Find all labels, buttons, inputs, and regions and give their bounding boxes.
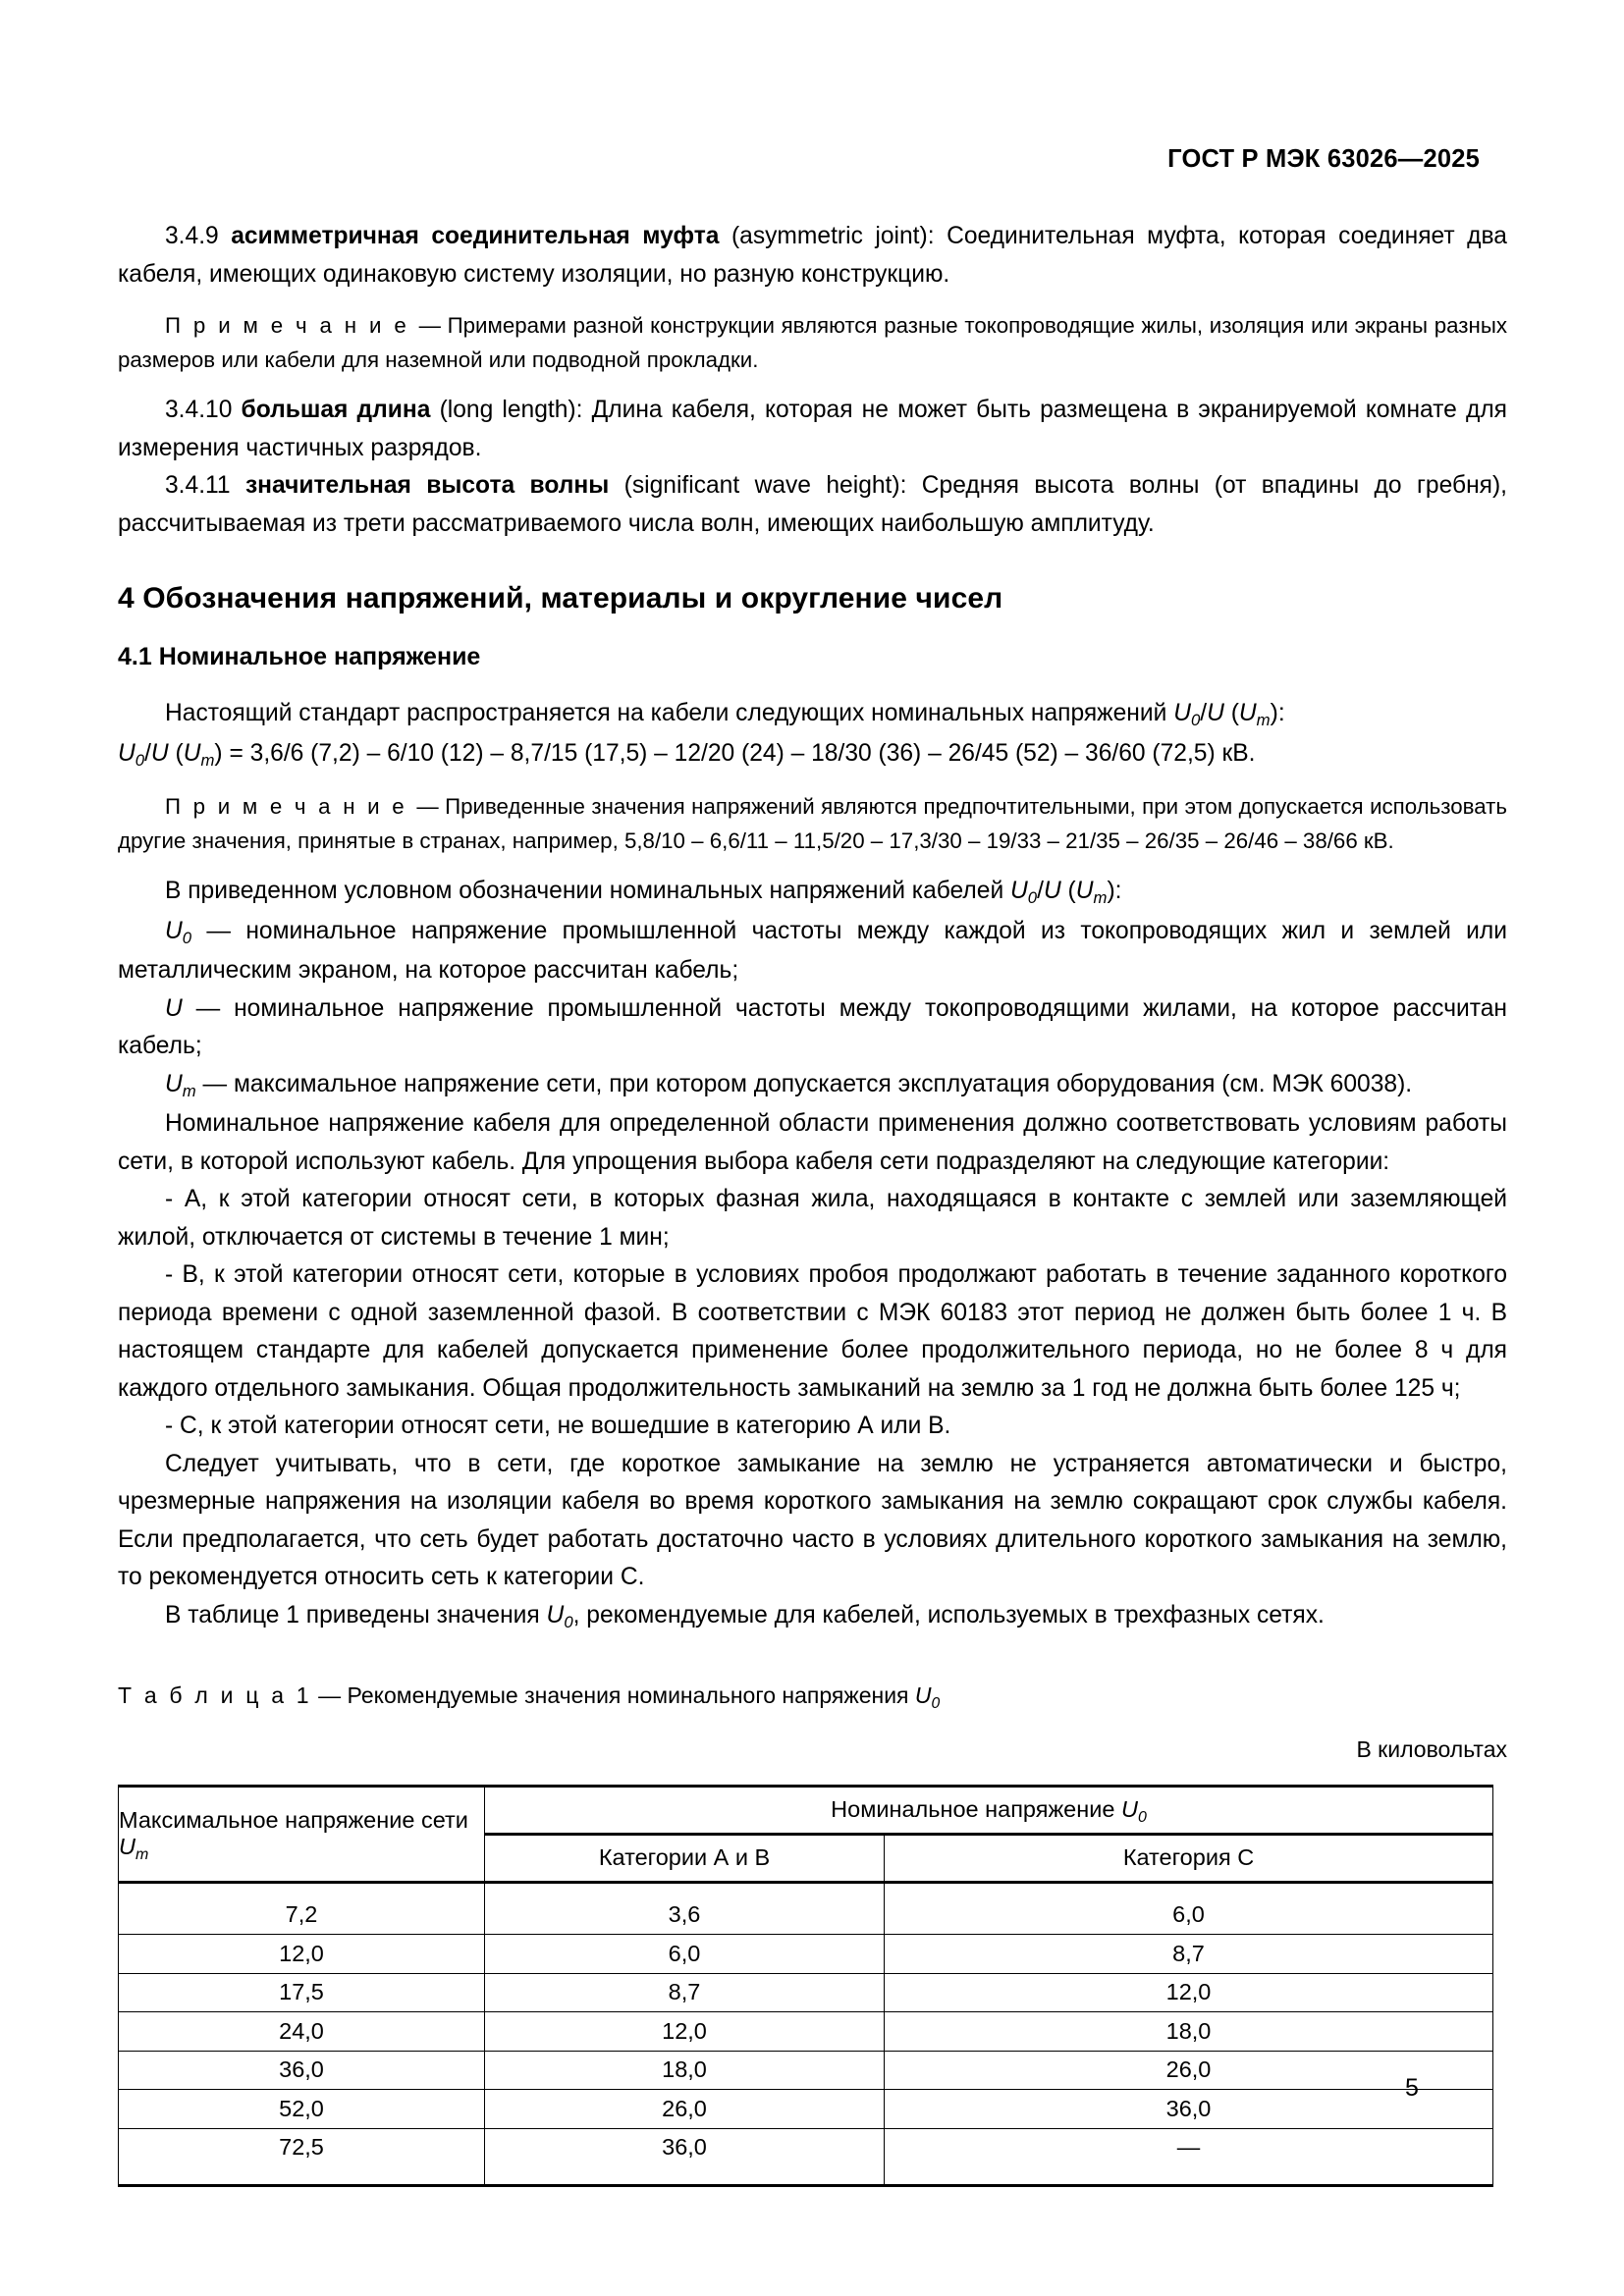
note-1-text: — Примерами разной конструкции являются разные токопроводящие жилы, изоляция или экраны разных размеров или кабели для наземной или подводной прокладки. xyxy=(118,313,1507,372)
cell-um: 52,0 xyxy=(119,2090,485,2129)
table-header-um: Максимальное напряжение сети $U_m$ xyxy=(119,1786,485,1882)
rated-voltage-formula: $U_0/U$ $(U_m) = 3,6/6$ (7,2) – 6/10 (12) – 8,7/15 (17,5) – 12/20 (24) – 18/30 (36) – 26/45 (52) – 36/60 (72,5) кВ. xyxy=(118,739,1256,770)
table-row xyxy=(119,2051,1493,2090)
table-row xyxy=(119,2012,1493,2052)
section-4-title: 4 Обозначения напряжений, материалы и округление чисел xyxy=(118,582,1003,614)
note-1 xyxy=(118,308,1507,377)
definition-um-text: — максимальное напряжение сети, при котором допускается эксплуатация оборудования (см. МЭК 60038). xyxy=(195,1070,1413,1097)
definition-u xyxy=(118,990,1507,1066)
cell-ab: 18,0 xyxy=(485,2051,885,2090)
table-1-caption-text: — Рекомендуемые значения номинального напряжения xyxy=(311,1682,915,1708)
cell-um: 17,5 xyxy=(119,1973,485,2012)
table-header-category-c: Категория С xyxy=(885,1834,1493,1882)
note-2-text: — Приведенные значения напряжений являются предпочтительными, при этом допускается использовать другие значения, принятые в странах, например, 5,8/10 – 6,6/11 – 11,5/20 – 17,3/30 – 19/33 – 21/35 – 26/35 – 26/46 – 38/66 кВ. xyxy=(118,794,1507,853)
table-row xyxy=(119,2090,1493,2129)
cell-um: 12,0 xyxy=(119,1935,485,1974)
cell-c: 26,0 xyxy=(885,2051,1493,2090)
formula-symbol-u: U xyxy=(150,739,169,767)
definition-3-4-11-number: 3.4.11 xyxy=(165,472,245,499)
cell-c: 12,0 xyxy=(885,1973,1493,2012)
definition-3-4-9-number: 3.4.9 xyxy=(165,223,232,249)
definition-3-4-11 xyxy=(118,467,1507,543)
def-symbol-u0: $U_0$ xyxy=(165,917,192,947)
formula-values: = 3,6/6 (7,2) – 6/10 (12) – 8,7/15 (17,5) – 12/20 (24) – 18/30 (36) – 26/45 (52) – 36/60 (72,5) кВ. xyxy=(222,739,1256,767)
table-1-caption-label: Т а б л и ц а 1 xyxy=(118,1682,312,1708)
header-symbol-um: $U_m$ xyxy=(119,1834,149,1864)
symbol-legend-intro: В приведенном условном обозначении номинальных напряжений кабелей $U_0/U$ $(U_m)$: xyxy=(165,878,1122,908)
table-1 xyxy=(118,1785,1493,2188)
table-header-row-1 xyxy=(119,1786,1493,1834)
table-1-head xyxy=(119,1786,1493,1882)
definition-3-4-11-body: : Средняя высота волны (от впадины до гребня), рассчитываемая из трети рассматриваемого числа волн, имеющих наибольшую амплитуду. xyxy=(118,472,1508,537)
table-reference-paragraph: В таблице 1 приведены значения $U_0$, рекомендуемые для кабелей, используемых в трехфазных сетях. xyxy=(165,1601,1325,1631)
cell-c: 36,0 xyxy=(885,2090,1493,2129)
subsection-4-1-title: 4.1 Номинальное напряжение xyxy=(118,643,481,670)
cell-ab: 8,7 xyxy=(485,1973,885,2012)
definition-3-4-11-term: значительная высота волны xyxy=(244,472,610,499)
definition-3-4-9-english: (asymmetric joint) xyxy=(719,223,928,249)
note-1-label: П р и м е ч а н и е xyxy=(165,313,419,338)
cell-um: 36,0 xyxy=(119,2051,485,2090)
definition-u0-text: — номинальное напряжение промышленной частоты между каждой из токопроводящих жил и землей или металлическим экраном, на которое рассчитан кабель; xyxy=(118,917,1507,984)
page-content xyxy=(118,218,1507,2187)
cell-ab: 36,0 xyxy=(485,2128,885,2186)
definition-3-4-10-term: большая длина xyxy=(241,397,431,423)
running-header: ГОСТ Р МЭК 63026—2025 xyxy=(1167,145,1480,173)
table-1-units: В киловольтах xyxy=(1356,1736,1507,1762)
legend-symbol-um: $U_m$ xyxy=(1075,878,1108,908)
definition-3-4-11-english: (significant wave height) xyxy=(609,472,900,499)
rated-voltage-intro: Настоящий стандарт распространяется на кабели следующих номинальных напряжений $U_0/U$ $(U_m)$: xyxy=(165,700,1285,730)
category-c-paragraph: - С, к этой категории относят сети, не вошедшие в категорию А или В. xyxy=(165,1413,951,1439)
definition-u0 xyxy=(118,913,1507,990)
cell-ab: 12,0 xyxy=(485,2012,885,2052)
symbol-u0: $U_0$ xyxy=(1173,700,1201,730)
cell-c: 18,0 xyxy=(885,2012,1493,2052)
definition-3-4-9-term: асимметричная соединительная муфта xyxy=(231,223,720,249)
cell-ab: 3,6 xyxy=(485,1882,885,1935)
table-header-nominal-voltage: Номинальное напряжение $U_0$ xyxy=(485,1786,1493,1834)
table-1-caption xyxy=(118,1680,1507,1715)
table-row xyxy=(119,1882,1493,1935)
cell-c: — xyxy=(885,2128,1493,2186)
table-1-body xyxy=(119,1882,1493,2186)
category-a-paragraph: - А, к этой категории относят сети, в которых фазная жила, находящаяся в контакте с землей или заземляющей жилой, отключается от системы в течение 1 мин; xyxy=(118,1186,1507,1251)
header-symbol-u0: $U_0$ xyxy=(1120,1796,1147,1827)
rated-voltage-paragraph: Номинальное напряжение кабеля для определенной области применения должно соответствовать условиям работы сети, в которой используют кабель. Для упрощения выбора кабеля сети подразделяют на следующие категории: xyxy=(118,1110,1507,1175)
definition-3-4-10-english: (long length) xyxy=(430,397,576,423)
table-header-categories-ab: Категории А и В xyxy=(485,1834,885,1882)
category-b-paragraph: - В, к этой категории относят сети, которые в условиях пробоя продолжают работать в течение заданного короткого периода времени с одной заземленной фазой. В соответствии с МЭК 60183 этот период не должен быть более 1 ч. В настоящем стандарте для кабелей допускается применение более продолжительного периода, но не более 8 ч для каждого отдельного замыкания. Общая продолжительность замыканий на землю за 1 год не должна быть более 125 ч; xyxy=(118,1261,1507,1402)
cell-ab: 26,0 xyxy=(485,2090,885,2129)
formula-symbol-u0: $U_0$ xyxy=(118,739,145,770)
table-row xyxy=(119,1973,1493,2012)
cell-um: 24,0 xyxy=(119,2012,485,2052)
cell-um: 7,2 xyxy=(119,1882,485,1935)
note-2-label: П р и м е ч а н и е xyxy=(165,794,417,819)
formula-symbol-um: $U_m$ xyxy=(183,739,215,770)
definition-um xyxy=(118,1066,1507,1106)
definition-u-text: — номинальное напряжение промышленной частоты между токопроводящими жилами, на которое рассчитан кабель; xyxy=(118,994,1507,1059)
symbol-um: $U_m$ xyxy=(1238,700,1271,730)
definition-3-4-10 xyxy=(118,392,1507,467)
consideration-paragraph: Следует учитывать, что в сети, где короткое замыкание на землю не устраняется автоматически и быстро, чрезмерные напряжения на изоляции кабеля во время короткого замыкания на землю сокращают срок службы кабеля. Если предполагается, что сеть будет работать достаточно часто в условиях длительного короткого замыкания на землю, то рекомендуется относить сеть к категории С. xyxy=(118,1450,1507,1590)
def-symbol-u: U xyxy=(165,994,183,1022)
cell-c: 6,0 xyxy=(885,1882,1493,1935)
legend-symbol-u0: $U_0$ xyxy=(1010,878,1038,908)
cell-ab: 6,0 xyxy=(485,1935,885,1974)
definition-3-4-9-body: : Соединительная муфта, которая соединяет два кабеля, имеющих одинаковую систему изоляции, но разную конструкцию. xyxy=(118,223,1507,288)
rated-voltage-intro-text: Настоящий стандарт распространяется на кабели следующих номинальных напряжений xyxy=(165,700,1174,726)
def-symbol-um: $U_m$ xyxy=(165,1070,196,1100)
table-row xyxy=(119,2128,1493,2186)
definition-3-4-10-body: : Длина кабеля, которая не может быть размещена в экранируемой комнате для измерения частичных разрядов. xyxy=(118,397,1507,461)
legend-symbol-u: U xyxy=(1043,878,1061,904)
page-number: 5 xyxy=(1405,2074,1419,2102)
tableref-symbol-u0: $U_0$ xyxy=(546,1601,573,1631)
table-row xyxy=(119,1935,1493,1974)
symbol-u: U xyxy=(1207,700,1224,726)
note-2 xyxy=(118,789,1507,858)
caption-symbol-u0: $U_0$ xyxy=(914,1682,941,1712)
cell-um: 72,5 xyxy=(119,2128,485,2186)
cell-c: 8,7 xyxy=(885,1935,1493,1974)
definition-3-4-9 xyxy=(118,218,1507,294)
definition-3-4-10-number: 3.4.10 xyxy=(165,397,242,423)
